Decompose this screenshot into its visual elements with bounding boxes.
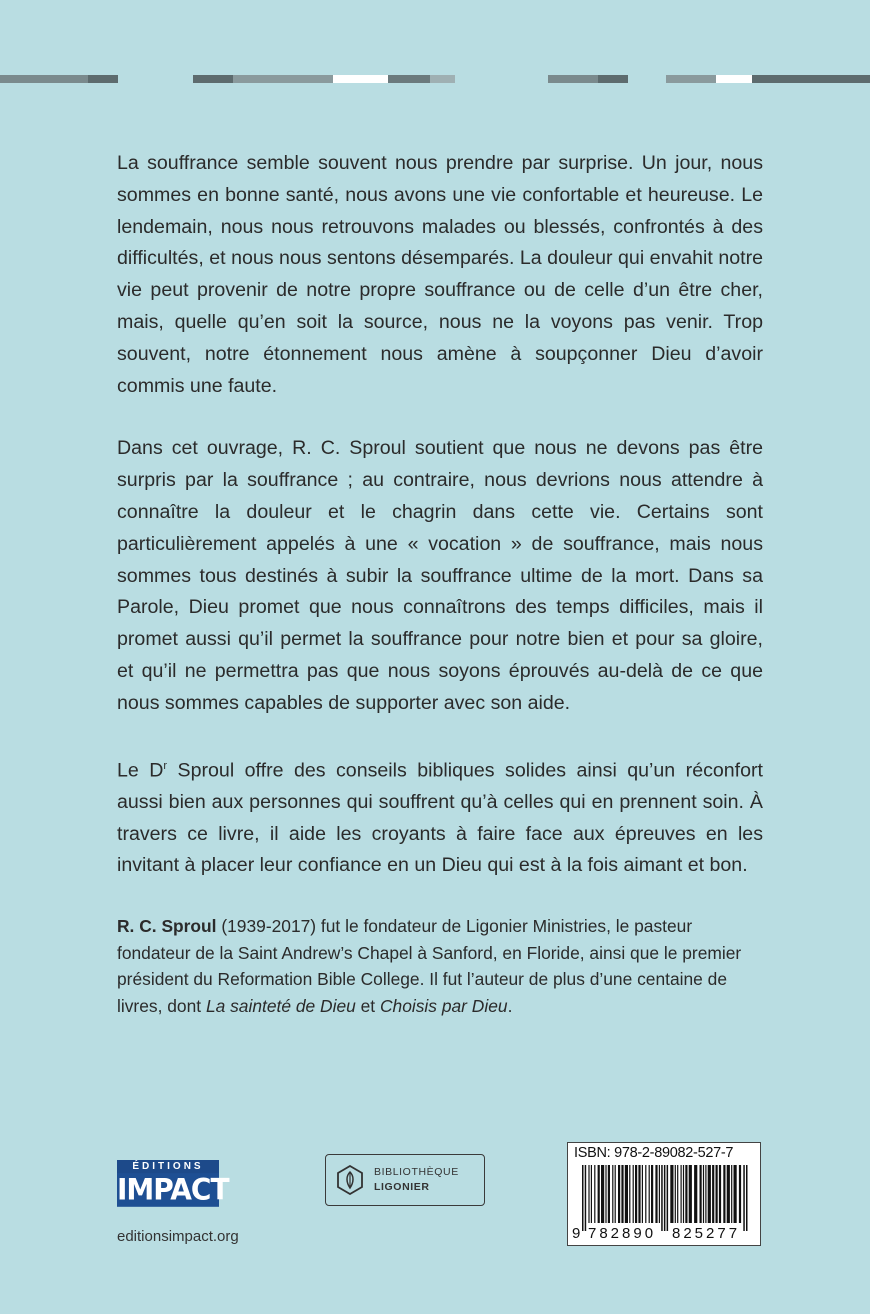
- barcode-bar: [621, 1165, 623, 1223]
- barcode-bar: [689, 1165, 692, 1223]
- barcode-bar: [685, 1165, 687, 1223]
- barcode-bar: [598, 1165, 600, 1223]
- book-title-1: La sainteté de Dieu: [205, 995, 356, 1016]
- paragraph-3: [117, 751, 763, 883]
- paragraph-3-rest: Sproul offre des conseils bibliques solides ainsi qu’un réconfort aussi bien aux personnes qui souffrent qu’à celles qui en prennent soin. À travers ce livre, il aide les croyants à faire face aux épreuves en les invitant à placer leur confiance en un Dieu qui est à la fois aimant et bon.: [117, 759, 763, 877]
- barcode-bar: [705, 1165, 706, 1223]
- isbn-barcode: [567, 1142, 761, 1246]
- barcode-bar: [670, 1165, 673, 1223]
- barcode-bar: [605, 1165, 606, 1223]
- paragraph-1: La souffrance semble souvent nous prendre par surprise. Un jour, nous sommes en bonne santé, nous avons une vie confortable et heureuse. Le lendemain, nous nous retrouvons malades ou blessés, confrontés à des difficultés, et nous nous sentons désemparés. La douleur qui envahit notre vie peut provenir de notre propre souffrance ou de celle d’un être cher, mais, quelle qu’en soit la source, nous ne la voyons pas venir. Trop souvent, notre étonnement nous amène à soupçonner Dieu d’avoir commis une faute.: [117, 152, 763, 397]
- barcode-bar: [655, 1165, 657, 1223]
- barcode-bar: [677, 1165, 678, 1223]
- barcode-bar: [731, 1165, 732, 1223]
- barcode-bar: [667, 1165, 669, 1231]
- barcode-bar: [719, 1165, 721, 1223]
- author-name: R. C. Sproul: [117, 916, 217, 936]
- isbn-label: ISBN: 978-2-89082-527-7: [574, 1145, 734, 1161]
- barcode-digit-first: 9: [572, 1225, 581, 1242]
- publisher-website: editionsimpact.org: [117, 1228, 239, 1245]
- barcode-bar: [739, 1165, 741, 1223]
- barcode-digits-left: 782890: [588, 1225, 657, 1242]
- barcode-bar: [743, 1165, 745, 1231]
- barcode-bar: [601, 1165, 604, 1223]
- barcode-bar: [664, 1165, 666, 1231]
- barcode-bar: [588, 1165, 589, 1223]
- barcode-bar: [638, 1165, 640, 1223]
- author-bio-text: (1939-2017) fut le fondateur de Ligonier Ministries, le pasteur fondateur de la Saint Andrew’s Chapel à Sanford, en Floride, ainsi que le premier président du Reformation Bible College. Il fut l’auteur de plus d’une centaine de livres, dont: [117, 916, 742, 1016]
- barcode-bar: [675, 1165, 676, 1223]
- barcode-bar: [635, 1165, 637, 1223]
- barcode-bar: [700, 1165, 702, 1223]
- barcode-bar: [681, 1165, 682, 1223]
- back-cover-text: [117, 148, 763, 882]
- barcode-digits-right: 825277: [672, 1225, 741, 1242]
- barcode-bars: [582, 1165, 750, 1231]
- publisher-logo: [117, 1160, 229, 1207]
- barcode-bar: [633, 1165, 634, 1223]
- barcode-bar: [727, 1165, 730, 1223]
- series-line-1: BIBLIOTHÈQUE: [374, 1166, 459, 1178]
- bio-end: .: [507, 995, 513, 1016]
- barcode-bar: [645, 1165, 646, 1223]
- bio-and: et: [355, 995, 380, 1016]
- series-name: [374, 1165, 459, 1195]
- paragraph-3-start: Le D: [117, 759, 164, 782]
- barcode-bar: [694, 1165, 697, 1223]
- barcode-bar: [612, 1165, 613, 1223]
- barcode-bar: [591, 1165, 592, 1223]
- barcode-bar: [642, 1165, 643, 1223]
- barcode-bar: [703, 1165, 704, 1223]
- author-bio: [117, 913, 763, 1019]
- barcode-bar: [594, 1165, 595, 1223]
- ligonier-seal-icon: [326, 1154, 374, 1206]
- barcode-bar: [582, 1165, 584, 1231]
- barcode-bar: [716, 1165, 718, 1223]
- decorative-stripe: [0, 75, 870, 83]
- series-line-2: LIGONIER: [374, 1181, 430, 1193]
- barcode-bar: [708, 1165, 711, 1223]
- barcode-bar: [649, 1165, 650, 1223]
- paragraph-3-sup: r: [163, 759, 168, 772]
- barcode-bar: [659, 1165, 660, 1223]
- barcode-bar: [651, 1165, 653, 1223]
- barcode-bar: [723, 1165, 725, 1223]
- barcode-bar: [618, 1165, 620, 1223]
- barcode-bar: [734, 1165, 737, 1223]
- publisher-logo-top: ÉDITIONS: [117, 1160, 219, 1174]
- barcode-bar: [608, 1165, 610, 1223]
- barcode-bar: [625, 1165, 628, 1223]
- publisher-logo-main: IMPACT: [117, 1172, 229, 1207]
- barcode-bar: [683, 1165, 684, 1223]
- barcode-bar: [615, 1165, 616, 1223]
- barcode-bar: [712, 1165, 714, 1223]
- series-logo: [325, 1154, 485, 1206]
- paragraph-2: Dans cet ouvrage, R. C. Sproul soutient que nous ne devons pas être surpris par la souffrance ; au contraire, nous devrions nous attendre à connaître la douleur et le chagrin dans cette vie. Certains sont particulièrement appelés à une « vocation » de souffrance, mais nous sommes tous destinés à subir la souffrance ultime de la mort. Dans sa Parole, Dieu promet que nous connaîtrons des temps difficiles, mais il promet aussi qu’il permet la souffrance pour notre bien et pour sa gloire, et qu’il ne permettra pas que nous soyons éprouvés au-delà de ce que nous sommes capables de supporter avec son aide.: [117, 437, 763, 714]
- book-title-2: Choisis par Dieu: [379, 995, 508, 1016]
- barcode-bar: [629, 1165, 630, 1223]
- barcode-bar: [746, 1165, 748, 1231]
- barcode-bar: [661, 1165, 663, 1231]
- barcode-bar: [585, 1165, 587, 1231]
